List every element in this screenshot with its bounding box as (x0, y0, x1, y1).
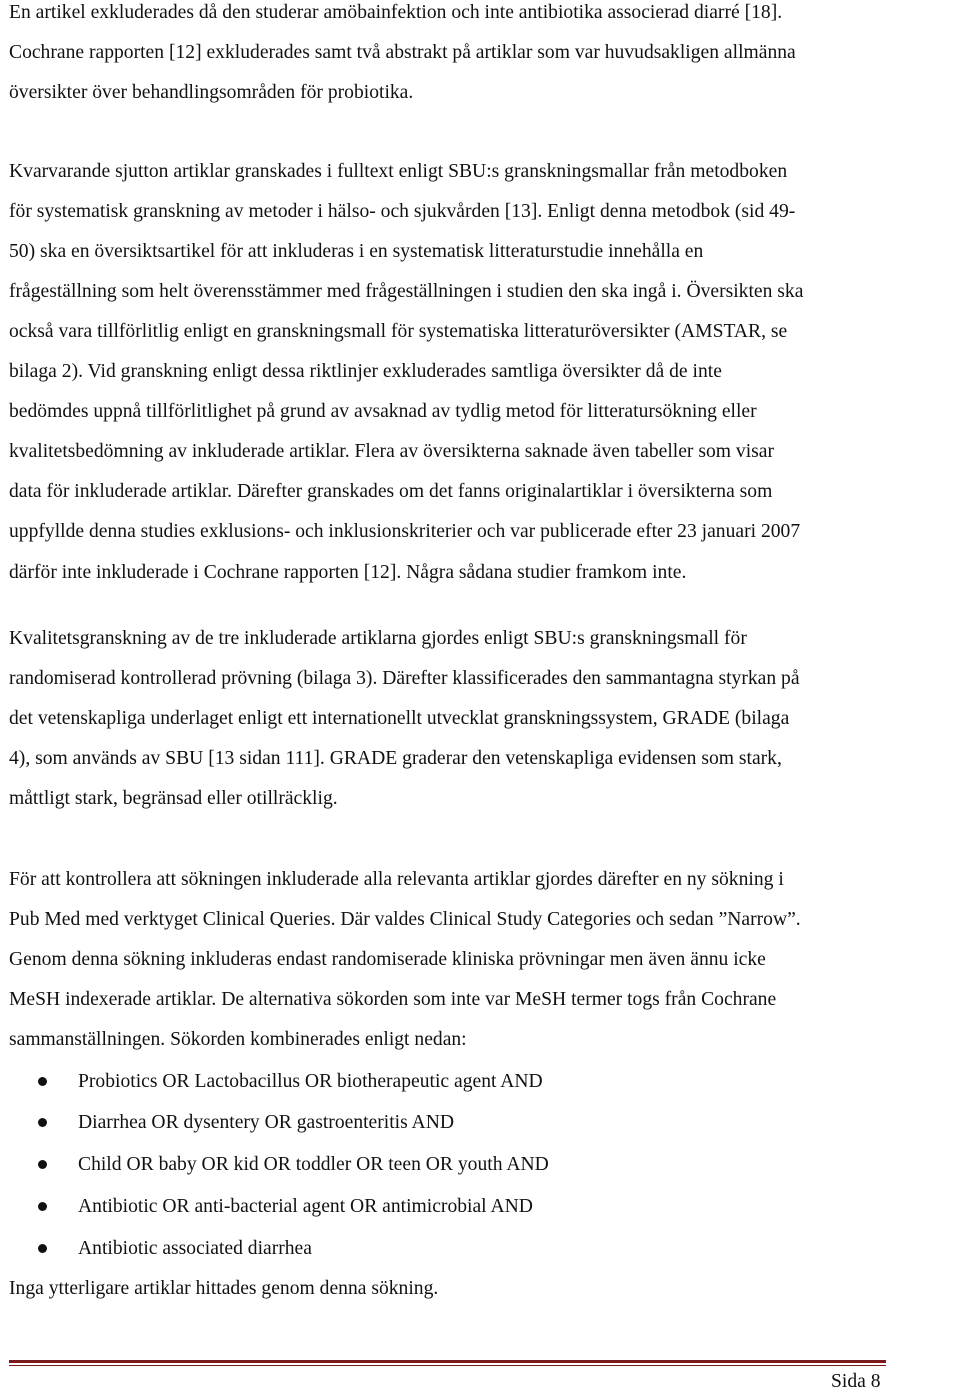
bullet-icon (38, 1160, 47, 1169)
text-line: sammanställningen. Sökorden kombinerades enligt nedan: (9, 1029, 467, 1050)
footer-rule-thin (9, 1365, 886, 1366)
text-line: Pub Med med verktyget Clinical Queries. Där valdes Clinical Study Categories och sedan ”Narrow”. (9, 909, 801, 930)
text-line: därför inte inkluderade i Cochrane rapporten [12]. Några sådana studier framkom inte. (9, 562, 687, 583)
text-line: också vara tillförlitlig enligt en granskningsmall för systematiska litteraturöversikter (AMSTAR, se (9, 321, 788, 342)
list-item-text: Probiotics OR Lactobacillus OR biotherapeutic agent AND (78, 1071, 543, 1092)
bullet-icon (38, 1077, 47, 1086)
text-line: bilaga 2). Vid granskning enligt dessa riktlinjer exkluderades samtliga översikter då de inte (9, 361, 722, 382)
list-item-text: Antibiotic OR anti-bacterial agent OR antimicrobial AND (78, 1196, 533, 1217)
text-line: uppfyllde denna studies exklusions- och inklusionskriterier och var publicerade efter 23 januari 2007 (9, 521, 801, 542)
text-line: Kvalitetsgranskning av de tre inkluderade artiklarna gjordes enligt SBU:s granskningsmall för (9, 628, 747, 649)
list-item-text: Antibiotic associated diarrhea (78, 1238, 312, 1259)
text-line: Cochrane rapporten [12] exkluderades samt två abstrakt på artiklar som var huvudsakligen allmänna (9, 42, 796, 63)
text-line: För att kontrollera att sökningen inkluderade alla relevanta artiklar gjordes därefter en ny sökning i (9, 869, 784, 890)
text-line: 4), som används av SBU [13 sidan 111]. GRADE graderar den vetenskapliga evidensen som stark, (9, 748, 782, 769)
bullet-icon (38, 1118, 47, 1127)
closing-text: Inga ytterligare artiklar hittades genom denna sökning. (9, 1278, 439, 1299)
page-number: Sida 8 (831, 1371, 881, 1392)
text-line: frågeställning som helt överensstämmer med frågeställningen i studien den ska ingå i. Översikten ska (9, 281, 804, 302)
text-line: Genom denna sökning inkluderas endast randomiserade kliniska prövningar men även ännu icke (9, 949, 766, 970)
text-line: randomiserad kontrollerad prövning (bilaga 3). Därefter klassificerades den sammantagna styrkan på (9, 668, 800, 689)
text-line: 50) ska en översiktsartikel för att inkluderas i en systematisk litteraturstudie innehålla en (9, 241, 704, 262)
bullet-icon (38, 1244, 47, 1253)
text-line: bedömdes uppnå tillförlitlighet på grund av avsaknad av tydlig metod för litteratursökning eller (9, 401, 757, 422)
text-line: det vetenskapliga underlaget enligt ett internationellt utvecklat granskningssystem, GRADE (bilaga (9, 708, 790, 729)
text-line: Kvarvarande sjutton artiklar granskades i fulltext enligt SBU:s granskningsmallar från metodboken (9, 161, 788, 182)
footer-rule (9, 1360, 886, 1363)
text-line: måttligt stark, begränsad eller otillräcklig. (9, 788, 338, 809)
text-line: En artikel exkluderades då den studerar amöbainfektion och inte antibiotika associerad diarré [18]. (9, 2, 783, 23)
text-line: översikter över behandlingsområden för probiotika. (9, 82, 414, 103)
text-line: för systematisk granskning av metoder i hälso- och sjukvården [13]. Enligt denna metodbok (sid 49- (9, 201, 796, 222)
list-item-text: Child OR baby OR kid OR toddler OR teen OR youth AND (78, 1154, 549, 1175)
text-line: MeSH indexerade artiklar. De alternativa sökorden som inte var MeSH termer togs från Cochrane (9, 989, 777, 1010)
list-item-text: Diarrhea OR dysentery OR gastroenteritis AND (78, 1112, 455, 1133)
bullet-icon (38, 1202, 47, 1211)
text-line: data för inkluderade artiklar. Därefter granskades om det fanns originalartiklar i översikterna som (9, 481, 773, 502)
text-line: kvalitetsbedömning av inkluderade artiklar. Flera av översikterna saknade även tabeller som visar (9, 441, 774, 462)
